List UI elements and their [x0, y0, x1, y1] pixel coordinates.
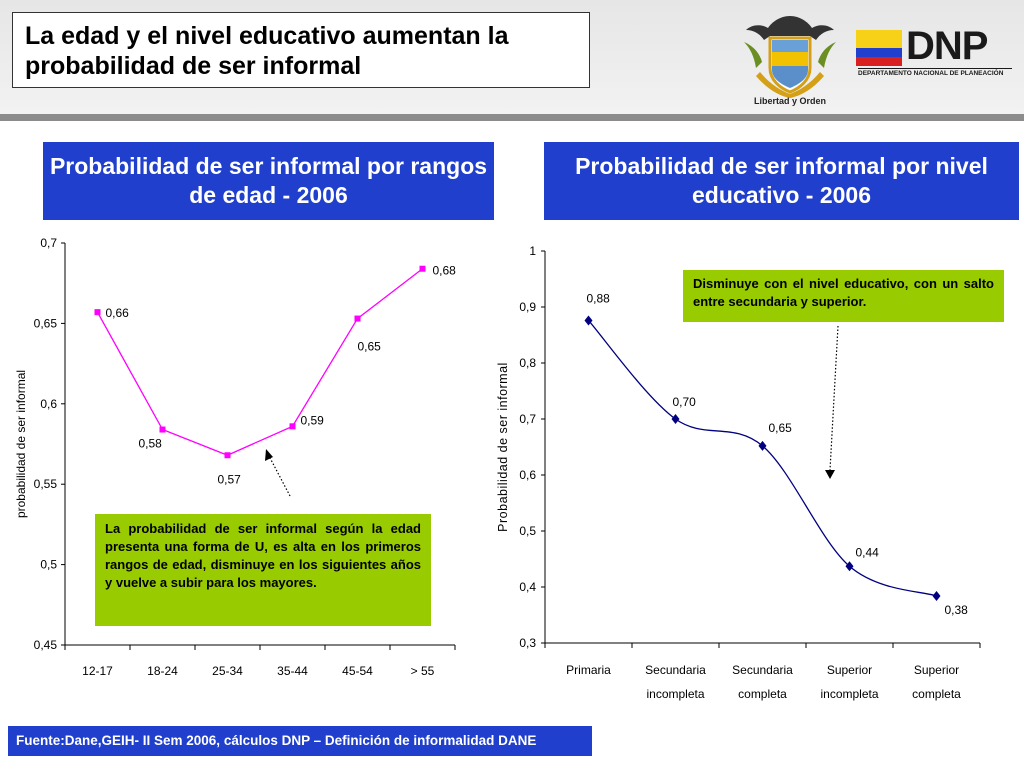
- x-tick-label: incompleta: [820, 687, 879, 701]
- y-tick-label: 1: [529, 244, 536, 258]
- age-data-label: 0,66: [105, 306, 129, 321]
- dnp-wordmark: DNP: [906, 24, 988, 68]
- slide-title: La edad y el nivel educativo aumentan la probabilidad de ser informal: [25, 22, 509, 80]
- y-tick-label: 0,6: [519, 468, 536, 482]
- y-tick-label: 0,6: [40, 396, 57, 411]
- y-tick-label: 0,9: [519, 300, 536, 314]
- x-tick-label: Primaria: [566, 663, 611, 677]
- x-tick-label: completa: [738, 687, 787, 701]
- y-tick-label: 0,7: [40, 236, 57, 250]
- education-data-label: 0,70: [672, 395, 696, 409]
- x-tick-label: 12-17: [82, 664, 113, 678]
- y-tick-label: 0,7: [519, 412, 536, 426]
- y-axis-label: probabilidad de ser informal: [14, 369, 28, 519]
- education-note: Disminuye con el nivel educativo, con un salto entre secundaria y superior.: [683, 270, 1004, 322]
- coat-caption: Libertad y Orden: [753, 96, 826, 106]
- x-tick-label: 45-54: [342, 664, 373, 678]
- x-tick-label: Superior: [826, 663, 873, 677]
- source-footer: Fuente:Dane,GEIH- II Sem 2006, cálculos DNP – Definición de informalidad DANE: [8, 726, 592, 756]
- right-chart-title: Probabilidad de ser informal por nivel educativo - 2006: [544, 142, 1019, 220]
- education-series-line: [589, 320, 937, 596]
- y-tick-label: 0,3: [519, 636, 536, 650]
- x-tick-label: incompleta: [646, 687, 705, 701]
- education-data-point: [672, 414, 680, 424]
- y-tick-label: 0,65: [33, 316, 57, 331]
- age-note: La probabilidad de ser informal según la edad presenta una forma de U, es alta en los primeros rangos de edad, disminuye en los siguientes años y vuelve a subir para los mayores.: [95, 514, 431, 626]
- education-data-point: [933, 591, 941, 601]
- y-tick-label: 0,55: [33, 477, 57, 492]
- x-tick-label: 35-44: [277, 664, 308, 678]
- left-chart-title: Probabilidad de ser informal por rangos de edad - 2006: [43, 142, 494, 220]
- education-arrow-line: [830, 326, 838, 470]
- y-tick-label: 0,4: [519, 580, 536, 594]
- education-data-label: 0,44: [855, 545, 879, 560]
- x-tick-label: Superior: [913, 663, 960, 677]
- age-data-label: 0,59: [300, 413, 324, 428]
- age-data-label: 0,57: [217, 472, 241, 487]
- y-tick-label: 0,5: [40, 557, 57, 572]
- age-data-label: 0,68: [432, 263, 456, 278]
- education-data-point: [846, 561, 854, 571]
- education-data-point: [759, 441, 767, 451]
- y-tick-label: 0,8: [519, 356, 536, 370]
- age-data-label: 0,65: [357, 339, 381, 354]
- dnp-subtitle: DEPARTAMENTO NACIONAL DE PLANEACIÓN: [858, 68, 1012, 77]
- y-axis-label: Probabilidad de ser informal: [496, 362, 510, 532]
- x-tick-label: > 55: [410, 664, 435, 678]
- x-tick-label: Secundaria: [645, 663, 706, 677]
- education-data-label: 0,88: [586, 291, 610, 306]
- education-data-label: 0,65: [768, 420, 792, 435]
- x-tick-label: 25-34: [212, 664, 243, 678]
- age-data-label: 0,58: [138, 436, 162, 451]
- x-tick-label: completa: [912, 687, 961, 701]
- education-arrow-head-icon: [825, 470, 835, 479]
- education-data-label: 0,38: [944, 602, 968, 617]
- y-tick-label: 0,5: [519, 524, 536, 538]
- x-tick-label: Secundaria: [732, 663, 793, 677]
- y-tick-label: 0,45: [33, 638, 57, 652]
- x-tick-label: 18-24: [147, 664, 178, 678]
